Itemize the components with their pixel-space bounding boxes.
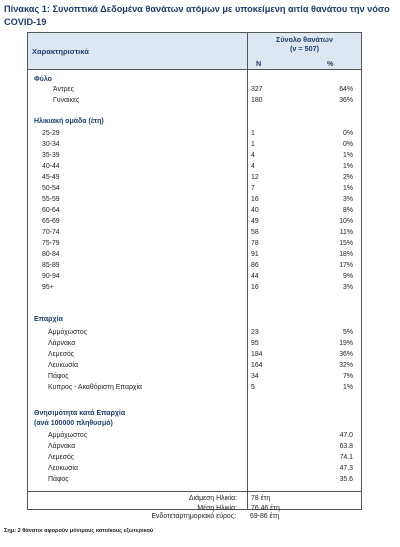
table-header: [28, 33, 361, 70]
row-pct: 0%: [343, 141, 353, 148]
row-n: 44: [251, 273, 259, 280]
table-row: [28, 128, 361, 139]
row-pct: 10%: [339, 218, 353, 225]
row-rate: 74.1: [339, 454, 353, 461]
row-label: 40-44: [42, 163, 60, 170]
row-pct: 1%: [343, 152, 353, 159]
row-pct: 15%: [339, 240, 353, 247]
row-label: Πάφος: [48, 476, 69, 483]
table-row: [28, 360, 361, 371]
table-row: [28, 249, 361, 260]
table-row: [28, 139, 361, 150]
table-row: [28, 95, 361, 106]
row-label: 45-49: [42, 174, 60, 181]
row-n: 34: [251, 373, 259, 380]
row-pct: 3%: [343, 284, 353, 291]
table-row: [28, 452, 361, 463]
table-row: [28, 172, 361, 183]
summary-label: Μέση Ηλικία:: [197, 505, 237, 512]
table-row: [28, 371, 361, 382]
row-label: 70-74: [42, 229, 60, 236]
row-pct: 36%: [339, 97, 353, 104]
row-label: Αμμόχωστος: [48, 432, 88, 439]
table-row: [28, 194, 361, 205]
row-label: 60-64: [42, 207, 60, 214]
row-n: 16: [251, 196, 259, 203]
table-row: [28, 205, 361, 216]
row-pct: 36%: [339, 351, 353, 358]
row-pct: 18%: [339, 251, 353, 258]
table-row: [28, 238, 361, 249]
row-pct: 2%: [343, 174, 353, 181]
row-n: 180: [251, 97, 263, 104]
summary-value: 78 έτη: [251, 495, 271, 502]
footnote: Σημ: 2 θάνατοι αφορούν μόνιμους κατοίκους εξωτερικού: [4, 528, 154, 534]
row-n: 91: [251, 251, 259, 258]
row-label: Λάρνακα: [48, 340, 76, 347]
header-total: [248, 35, 361, 53]
row-n: 95: [251, 340, 259, 347]
row-n: 86: [251, 262, 259, 269]
row-n: 12: [251, 174, 259, 181]
row-pct: 0%: [343, 130, 353, 137]
row-pct: 3%: [343, 196, 353, 203]
header-total-line1: Σύνολο θανάτων: [276, 35, 333, 44]
table-row: [28, 271, 361, 282]
table-row: [28, 227, 361, 238]
row-pct: 1%: [343, 163, 353, 170]
row-n: 23: [251, 329, 259, 336]
row-label: 75-79: [42, 240, 60, 247]
row-n: 5: [251, 384, 255, 391]
summary-label: Ενδοτεταρτημοριακό εύρος:: [151, 513, 236, 520]
row-n: 49: [251, 218, 259, 225]
row-n: 327: [251, 86, 263, 93]
row-pct: 11%: [339, 229, 353, 236]
row-n: 58: [251, 229, 259, 236]
table-row: [28, 441, 361, 452]
section-title-district: Επαρχία: [34, 316, 63, 323]
row-rate: 47.3: [339, 465, 353, 472]
row-label: Λευκωσία: [48, 465, 78, 472]
row-label: 65-69: [42, 218, 60, 225]
row-label: Λάρνακα: [48, 443, 76, 450]
row-label: Λευκωσία: [48, 362, 78, 369]
table-row: [28, 327, 361, 338]
table-title: Πίνακας 1: Συνοπτικά Δεδομένα θανάτων ατόμων με υποκείμενη αιτία θανάτου την νόσο COVID-19: [4, 4, 390, 27]
row-pct: 1%: [343, 185, 353, 192]
table-row: [28, 282, 361, 293]
table-row: [28, 338, 361, 349]
table-row: [28, 474, 361, 485]
row-label: Γυναίκες: [53, 97, 80, 104]
row-n: 4: [251, 163, 255, 170]
table-row: [28, 183, 361, 194]
row-n: 1: [251, 130, 255, 137]
row-rate: 63.8: [339, 443, 353, 450]
row-n: 184: [251, 351, 263, 358]
row-label: 90-94: [42, 273, 60, 280]
row-label: Λεμεσός: [48, 351, 75, 358]
row-label: 35-39: [42, 152, 60, 159]
row-rate: 35.6: [339, 476, 353, 483]
summary-value: 76.46 έτη: [251, 505, 280, 512]
row-label: 55-59: [42, 196, 60, 203]
row-label: 85-89: [42, 262, 60, 269]
summary-label: Διάμεση Ηλικία:: [189, 495, 237, 502]
row-label: Λεμεσός: [48, 454, 75, 461]
row-label: 25-29: [42, 130, 60, 137]
row-pct: 9%: [343, 273, 353, 280]
row-label: 95+: [42, 284, 54, 291]
section-subtitle-mortality: (ανά 100000 πληθυσμό): [34, 420, 113, 427]
summary-value: 69-86 έτη: [250, 513, 280, 520]
row-label: Αμμόχωστος: [48, 329, 88, 336]
header-n: N: [256, 59, 262, 68]
row-n: 40: [251, 207, 259, 214]
section-title-age: Ηλικιακή ομάδα (έτη): [34, 118, 104, 125]
table-row: [28, 463, 361, 474]
row-n: 16: [251, 284, 259, 291]
row-label: Άντρες: [53, 86, 74, 93]
row-pct: 7%: [343, 373, 353, 380]
table-row: [28, 84, 361, 95]
row-pct: 5%: [343, 329, 353, 336]
row-pct: 8%: [343, 207, 353, 214]
row-n: 7: [251, 185, 255, 192]
row-n: 4: [251, 152, 255, 159]
header-characteristics: Χαρακτηριστικά: [32, 47, 89, 56]
header-pct: %: [327, 59, 334, 68]
row-pct: 17%: [339, 262, 353, 269]
summary-table: [27, 32, 362, 510]
table-row: [28, 216, 361, 227]
table-row: [28, 260, 361, 271]
row-label: Πάφος: [48, 373, 69, 380]
header-total-line2: (ν = 507): [290, 44, 319, 53]
table-row: [28, 430, 361, 441]
row-label: 30-34: [42, 141, 60, 148]
row-pct: 19%: [339, 340, 353, 347]
row-label: 50-54: [42, 185, 60, 192]
summary-row: [27, 511, 360, 522]
table-row: [28, 161, 361, 172]
row-n: 1: [251, 141, 255, 148]
row-pct: 64%: [339, 86, 353, 93]
table-row: [28, 382, 361, 393]
row-pct: 1%: [343, 384, 353, 391]
row-n: 164: [251, 362, 263, 369]
section-title-gender: Φύλο: [34, 76, 52, 83]
row-n: 78: [251, 240, 259, 247]
section-title-mortality: Θνησιμότητα κατά Επαρχία: [34, 410, 126, 417]
row-pct: 32%: [339, 362, 353, 369]
row-rate: 47.0: [339, 432, 353, 439]
row-label: 80-84: [42, 251, 60, 258]
table-row: [28, 150, 361, 161]
row-label: Κυπρος - Ακαθόριστη Επαρχία: [48, 384, 142, 391]
table-row: [28, 349, 361, 360]
summary-separator: [28, 491, 361, 492]
